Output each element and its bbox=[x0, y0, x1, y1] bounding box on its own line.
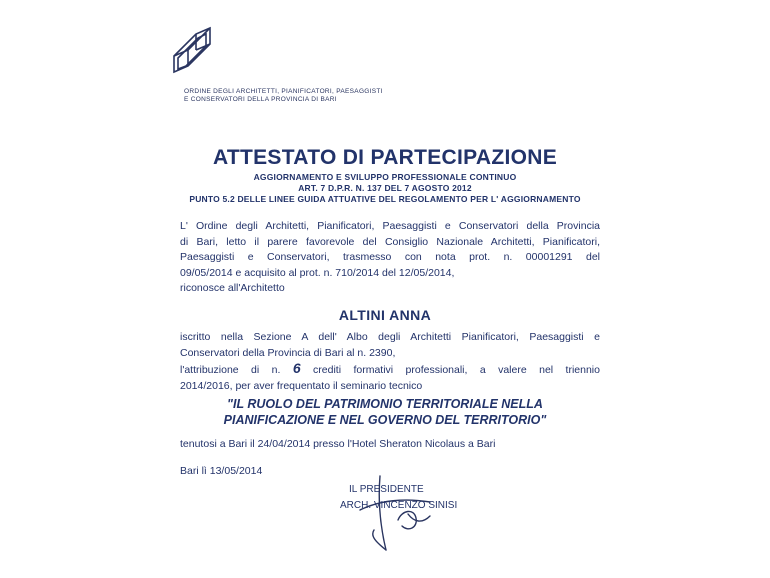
intro-line: di Bari, letto il parere favorevole del Consiglio Nazionale Architetti, Pianificatori, bbox=[180, 235, 600, 248]
credits-line-2: 2014/2016, per aver frequentato il seminario tecnico bbox=[180, 379, 423, 392]
registration-paragraph bbox=[180, 330, 600, 361]
intro-line: 09/05/2014 e acquisito al prot. n. 710/2014 del 12/05/2014, bbox=[180, 266, 455, 279]
registration-line: Conservatori della Provincia di Bari al n. 2390, bbox=[180, 346, 396, 359]
registration-line: iscritto nella Sezione A dell' Albo degli Architetti Pianificatori, Paesaggisti e bbox=[180, 331, 600, 343]
seminar-title-line-2: PIANIFICAZIONE E NEL GOVERNO DEL TERRITORIO" bbox=[223, 413, 547, 427]
credits-paragraph bbox=[180, 361, 600, 394]
signature-icon bbox=[350, 470, 440, 555]
credits-number: 6 bbox=[292, 360, 301, 376]
issue-date: Bari lì 13/05/2014 bbox=[180, 465, 263, 477]
certificate-subtitle-2: ART. 7 D.P.R. N. 137 DEL 7 AGOSTO 2012 bbox=[298, 183, 472, 193]
credits-line bbox=[180, 361, 600, 379]
certificate-subtitle-3: PUNTO 5.2 DELLE LINEE GUIDA ATTUATIVE DEL REGOLAMENTO PER L' AGGIORNAMENTO bbox=[189, 194, 581, 204]
organization-name-line-1: ORDINE DEGLI ARCHITETTI, PIANIFICATORI, PAESAGGISTI bbox=[184, 88, 383, 95]
intro-paragraph bbox=[180, 219, 600, 297]
organization-name-line-2: E CONSERVATORI DELLA PROVINCIA DI BARI bbox=[184, 96, 337, 103]
seminar-title-line-1: "IL RUOLO DEL PATRIMONIO TERRITORIALE NELLA bbox=[227, 397, 543, 411]
president-name: ARCH. VINCENZO SINISI bbox=[340, 500, 458, 511]
certificate-title: ATTESTATO DI PARTECIPAZIONE bbox=[212, 146, 558, 169]
recipient-name: ALTINI ANNA bbox=[338, 307, 432, 323]
intro-line: Paesaggisti e Conservatori, trasmesso con nota prot. n. 00001291 del bbox=[180, 251, 600, 263]
event-location-date: tenutosi a Bari il 24/04/2014 presso l'Hotel Sheraton Nicolaus a Bari bbox=[180, 438, 496, 450]
intro-line: L' Ordine degli Architetti, Pianificatori, Paesaggisti e Conservatori della Provincia bbox=[180, 220, 600, 232]
certificate-subtitle-1: AGGIORNAMENTO E SVILUPPO PROFESSIONALE CONTINUO bbox=[253, 172, 517, 182]
credits-suffix: crediti formativi professionali, a valere nel triennio bbox=[313, 364, 600, 376]
credits-prefix: l'attribuzione di n. bbox=[180, 364, 281, 376]
intro-line: riconosce all'Architetto bbox=[180, 282, 285, 294]
president-title: IL PRESIDENTE bbox=[349, 484, 424, 495]
order-logo-icon bbox=[170, 18, 218, 84]
